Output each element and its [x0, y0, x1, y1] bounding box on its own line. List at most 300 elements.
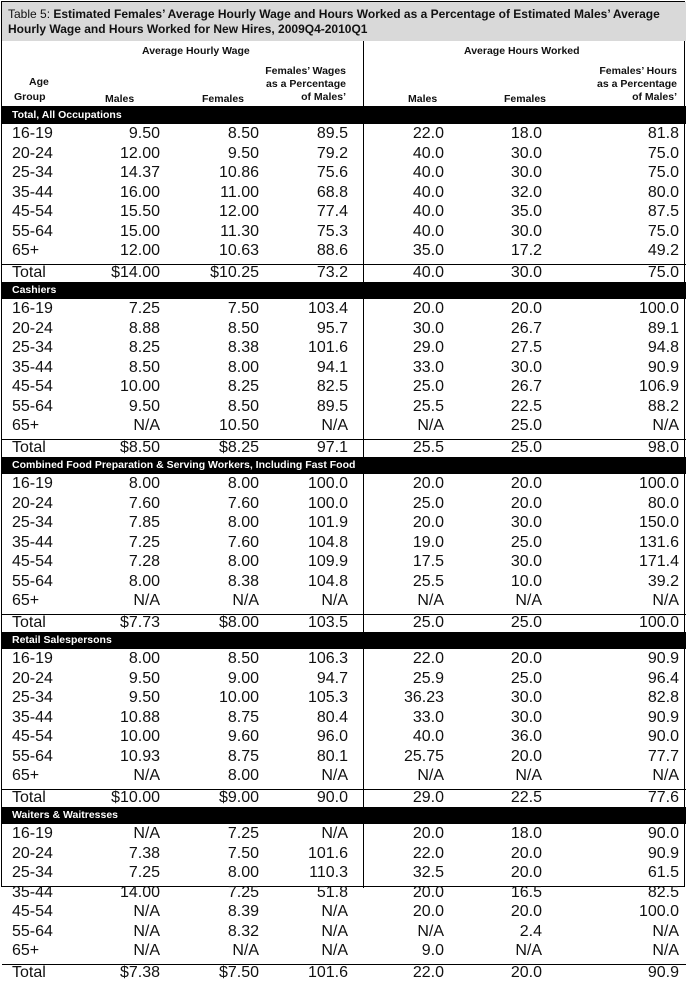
- cell-males-wage: 8.25: [128, 339, 160, 356]
- cell-males-hours: 20.0: [412, 514, 444, 531]
- cell-age-group: Total: [12, 963, 46, 981]
- cell-hours-pct: 89.1: [647, 319, 679, 337]
- cell-age-group: 55-64: [12, 747, 53, 765]
- cell-age-group: 20-24: [12, 494, 53, 512]
- cell-age-group: 55-64: [12, 397, 53, 415]
- cell-males-hours: 30.0: [412, 319, 444, 337]
- table-row: [2, 204, 686, 220]
- cell-age-group: 45-54: [12, 203, 53, 220]
- cell-females-wage: 10.86: [218, 164, 259, 181]
- cell-males-hours: 40.0: [412, 222, 444, 240]
- header-hours-pct-line2: as a Percentage: [597, 78, 677, 90]
- cell-females-hours: 22.5: [510, 397, 542, 415]
- table-row: [2, 321, 686, 337]
- cell-wage-pct: N/A: [321, 922, 348, 940]
- cell-males-wage: N/A: [133, 417, 160, 434]
- table-row: [2, 865, 686, 881]
- cell-hours-pct: 150.0: [638, 514, 679, 531]
- cell-females-hours: 30.0: [510, 164, 542, 181]
- cell-males-wage: 7.85: [128, 514, 160, 531]
- header-average-hourly-wage: Average Hourly Wage: [142, 45, 250, 57]
- cell-females-hours: 18.0: [510, 825, 542, 842]
- cell-males-hours: 25.0: [412, 613, 444, 631]
- cell-males-hours: 9.0: [421, 942, 444, 959]
- cell-hours-pct: 100.0: [638, 475, 679, 492]
- cell-males-hours: 40.0: [412, 183, 444, 201]
- cell-males-wage: $8.50: [119, 438, 160, 456]
- table-row: [2, 243, 686, 259]
- cell-wage-pct: 88.6: [316, 242, 348, 259]
- cell-age-group: 16-19: [12, 300, 53, 317]
- cell-wage-pct: 94.7: [316, 669, 348, 687]
- cell-females-wage: 8.39: [227, 903, 259, 920]
- table-title: [2, 2, 686, 41]
- header-age-line2: Group: [14, 91, 46, 103]
- header-females-hours: Females: [504, 93, 547, 105]
- cell-age-group: Total: [12, 613, 46, 631]
- cell-males-wage: 10.00: [119, 728, 160, 745]
- cell-males-hours: 35.0: [412, 242, 444, 259]
- cell-males-hours: 25.75: [403, 747, 444, 765]
- table-row: [2, 651, 686, 667]
- cell-females-hours: 25.0: [510, 669, 542, 687]
- header-wage-pct-line2: as a Percentage: [266, 78, 346, 90]
- table-row: [2, 554, 686, 570]
- cell-females-wage: 8.38: [227, 572, 259, 590]
- cell-wage-pct: N/A: [321, 903, 348, 920]
- cell-females-wage: 7.50: [227, 844, 259, 862]
- cell-wage-pct: 104.8: [307, 533, 348, 551]
- cell-males-wage: $7.73: [119, 613, 160, 631]
- cell-females-hours: 30.0: [510, 358, 542, 376]
- cell-hours-pct: N/A: [652, 767, 679, 784]
- cell-females-hours: 17.2: [510, 242, 542, 259]
- cell-males-wage: 12.00: [119, 144, 160, 162]
- cell-males-hours: 20.0: [412, 300, 444, 317]
- cell-hours-pct: 100.0: [638, 903, 679, 920]
- cell-males-hours: 22.0: [412, 125, 444, 142]
- cell-hours-pct: 90.9: [647, 963, 679, 981]
- cell-females-wage: 8.25: [227, 378, 259, 395]
- cell-females-wage: 7.50: [227, 300, 259, 317]
- table-row: [2, 846, 686, 862]
- cell-females-hours: 16.5: [510, 883, 542, 901]
- total-row: [2, 264, 686, 281]
- cell-males-wage: N/A: [133, 825, 160, 842]
- cell-hours-pct: 88.2: [647, 397, 679, 415]
- cell-males-hours: 40.0: [412, 728, 444, 745]
- cell-hours-pct: 94.8: [647, 339, 679, 356]
- cell-females-wage: 11.00: [220, 183, 259, 201]
- cell-wage-pct: N/A: [321, 767, 348, 784]
- header-hours-pct-line3: of Males’: [632, 91, 677, 103]
- table-row: [2, 710, 686, 726]
- cell-wage-pct: 100.0: [307, 494, 348, 512]
- cell-males-hours: 22.0: [412, 650, 444, 667]
- cell-females-wage: $8.00: [218, 613, 259, 631]
- table-row: [2, 496, 686, 512]
- cell-females-hours: 30.0: [510, 144, 542, 162]
- cell-hours-pct: 90.9: [647, 844, 679, 862]
- cell-males-wage: 8.00: [128, 650, 160, 667]
- cell-females-hours: N/A: [515, 767, 542, 784]
- cell-males-hours: 40.0: [412, 144, 444, 162]
- cell-hours-pct: 77.6: [647, 788, 679, 806]
- cell-females-hours: 30.0: [510, 222, 542, 240]
- cell-males-hours: N/A: [417, 592, 444, 609]
- cell-age-group: 55-64: [12, 922, 53, 940]
- cell-age-group: 35-44: [12, 358, 53, 376]
- header-males-wage: Males: [105, 93, 135, 105]
- cell-age-group: 25-34: [12, 339, 53, 356]
- cell-males-hours: 33.0: [412, 358, 444, 376]
- cell-hours-pct: N/A: [652, 922, 679, 940]
- cell-females-wage: 8.38: [227, 339, 259, 356]
- cell-hours-pct: 90.0: [647, 728, 679, 745]
- cell-females-hours: 25.0: [510, 533, 542, 551]
- cell-females-wage: 7.25: [227, 825, 259, 842]
- cell-females-wage: $8.25: [218, 438, 259, 456]
- cell-males-hours: 36.23: [403, 689, 444, 706]
- section-header: Total, All Occupations: [2, 107, 686, 124]
- cell-males-wage: 9.50: [128, 397, 160, 415]
- cell-females-wage: 10.00: [218, 689, 259, 706]
- cell-females-wage: 10.63: [218, 242, 259, 259]
- cell-males-wage: 9.50: [128, 689, 160, 706]
- cell-females-hours: N/A: [515, 592, 542, 609]
- cell-hours-pct: 81.8: [647, 125, 679, 142]
- table-row: [2, 399, 686, 415]
- cell-age-group: 65+: [12, 942, 40, 959]
- table-row: [2, 224, 686, 240]
- total-row: [2, 614, 686, 631]
- table-row: [2, 826, 686, 842]
- total-row: [2, 439, 686, 456]
- table-row: [2, 165, 686, 181]
- cell-males-hours: 29.0: [412, 788, 444, 806]
- cell-males-wage: 16.00: [119, 183, 160, 201]
- cell-females-wage: 9.50: [227, 144, 259, 162]
- cell-age-group: 65+: [12, 767, 40, 784]
- cell-age-group: 20-24: [12, 844, 53, 862]
- section-header: Combined Food Preparation & Serving Workers, Including Fast Food: [2, 457, 686, 474]
- cell-females-wage: 8.50: [227, 650, 259, 667]
- table-row: [2, 515, 686, 531]
- header-wage-pct-line3: of Males’: [301, 91, 346, 103]
- cell-females-hours: 20.0: [510, 300, 542, 317]
- cell-males-hours: 29.0: [412, 339, 444, 356]
- cell-males-hours: 20.0: [412, 903, 444, 920]
- cell-age-group: 35-44: [12, 533, 53, 551]
- cell-wage-pct: 75.3: [316, 222, 348, 240]
- cell-males-wage: 10.00: [119, 378, 160, 395]
- cell-hours-pct: 100.0: [638, 613, 679, 631]
- cell-females-hours: 36.0: [510, 728, 542, 745]
- cell-males-hours: 17.5: [412, 553, 444, 570]
- cell-age-group: 35-44: [12, 708, 53, 726]
- cell-wage-pct: 105.3: [307, 689, 348, 706]
- cell-females-wage: N/A: [232, 942, 259, 959]
- cell-hours-pct: 82.8: [647, 689, 679, 706]
- table-row: [2, 535, 686, 551]
- cell-females-hours: 25.0: [510, 613, 542, 631]
- cell-females-hours: 20.0: [510, 475, 542, 492]
- cell-hours-pct: 75.0: [647, 164, 679, 181]
- table-row: [2, 885, 686, 901]
- header-average-hours-worked: Average Hours Worked: [464, 45, 580, 57]
- cell-females-hours: 30.0: [510, 708, 542, 726]
- cell-hours-pct: 49.2: [647, 242, 679, 259]
- cell-males-hours: 22.0: [412, 963, 444, 981]
- cell-wage-pct: 82.5: [316, 378, 348, 395]
- cell-hours-pct: 39.2: [647, 572, 679, 590]
- cell-hours-pct: 90.9: [647, 358, 679, 376]
- cell-wage-pct: 77.4: [316, 203, 348, 220]
- cell-females-hours: 30.0: [510, 263, 542, 281]
- cell-hours-pct: 75.0: [647, 144, 679, 162]
- cell-males-wage: 14.37: [119, 164, 160, 181]
- cell-females-hours: 10.0: [510, 572, 542, 590]
- cell-hours-pct: 75.0: [647, 263, 679, 281]
- cell-wage-pct: 97.1: [316, 438, 348, 456]
- cell-females-wage: 8.00: [227, 553, 259, 570]
- header-males-hours: Males: [408, 93, 438, 105]
- cell-hours-pct: 80.0: [647, 494, 679, 512]
- table-row: [2, 360, 686, 376]
- cell-age-group: 20-24: [12, 319, 53, 337]
- cell-males-wage: 9.50: [128, 669, 160, 687]
- cell-wage-pct: 101.6: [307, 963, 348, 981]
- header-hours-pct-line1: Females’ Hours: [599, 65, 677, 77]
- cell-males-wage: 8.00: [128, 475, 160, 492]
- cell-males-wage: 7.25: [128, 864, 160, 881]
- table-row: [2, 340, 686, 356]
- table-row: [2, 379, 686, 395]
- table-row: [2, 768, 686, 784]
- cell-wage-pct: 75.6: [316, 164, 348, 181]
- cell-wage-pct: 51.8: [316, 883, 348, 901]
- cell-wage-pct: 68.8: [316, 183, 348, 201]
- cell-age-group: 45-54: [12, 553, 53, 570]
- cell-hours-pct: 171.4: [638, 553, 679, 570]
- cell-females-wage: 8.75: [227, 708, 259, 726]
- cell-males-wage: $7.38: [119, 963, 160, 981]
- cell-age-group: 55-64: [12, 222, 53, 240]
- cell-females-hours: 20.0: [510, 903, 542, 920]
- cell-males-hours: 20.0: [412, 883, 444, 901]
- cell-females-hours: N/A: [515, 942, 542, 959]
- cell-females-hours: 30.0: [510, 689, 542, 706]
- table-row: [2, 146, 686, 162]
- cell-age-group: 20-24: [12, 669, 53, 687]
- table-frame: [1, 1, 685, 981]
- cell-age-group: 16-19: [12, 650, 53, 667]
- cell-males-wage: N/A: [133, 592, 160, 609]
- cell-males-wage: 15.00: [119, 222, 160, 240]
- cell-females-wage: 10.50: [218, 417, 259, 434]
- cell-wage-pct: 73.2: [316, 263, 348, 281]
- cell-females-wage: $7.50: [218, 963, 259, 981]
- cell-males-wage: N/A: [133, 903, 160, 920]
- section-header: Waiters & Waitresses: [2, 807, 686, 824]
- cell-age-group: 25-34: [12, 164, 53, 181]
- cell-wage-pct: 95.7: [316, 319, 348, 337]
- cell-age-group: 25-34: [12, 689, 53, 706]
- cell-hours-pct: 90.0: [647, 825, 679, 842]
- cell-hours-pct: 77.7: [647, 747, 679, 765]
- header-females-wage: Females: [202, 93, 245, 105]
- cell-females-hours: 30.0: [510, 514, 542, 531]
- cell-hours-pct: 82.5: [647, 883, 679, 901]
- cell-males-hours: 25.9: [412, 669, 444, 687]
- cell-hours-pct: 131.6: [638, 533, 679, 551]
- cell-females-hours: 25.0: [510, 438, 542, 456]
- cell-wage-pct: 101.9: [307, 514, 348, 531]
- cell-females-wage: 8.50: [227, 125, 259, 142]
- cell-age-group: 25-34: [12, 864, 53, 881]
- column-divider: [363, 41, 364, 888]
- cell-males-hours: 40.0: [412, 203, 444, 220]
- table-row: [2, 593, 686, 609]
- total-row: [2, 964, 686, 981]
- cell-males-hours: N/A: [417, 922, 444, 940]
- cell-females-wage: 11.30: [220, 222, 259, 240]
- cell-females-hours: 18.0: [510, 125, 542, 142]
- cell-males-hours: 25.0: [412, 494, 444, 512]
- cell-age-group: Total: [12, 263, 46, 281]
- cell-females-wage: $10.25: [210, 263, 259, 281]
- cell-wage-pct: 104.8: [307, 572, 348, 590]
- table-row: [2, 185, 686, 201]
- cell-males-wage: 7.28: [128, 553, 160, 570]
- cell-males-hours: 40.0: [412, 164, 444, 181]
- cell-age-group: 45-54: [12, 378, 53, 395]
- cell-males-wage: N/A: [133, 942, 160, 959]
- cell-wage-pct: 90.0: [316, 788, 348, 806]
- table-row: [2, 476, 686, 492]
- cell-males-hours: 25.0: [412, 378, 444, 395]
- cell-wage-pct: 96.0: [316, 728, 348, 745]
- cell-males-hours: 25.5: [412, 438, 444, 456]
- cell-wage-pct: 89.5: [316, 397, 348, 415]
- cell-males-hours: 20.0: [412, 475, 444, 492]
- cell-females-hours: 20.0: [510, 747, 542, 765]
- cell-age-group: 35-44: [12, 883, 53, 901]
- cell-males-wage: 12.00: [119, 242, 160, 259]
- table-row: [2, 749, 686, 765]
- cell-females-wage: 9.00: [227, 669, 259, 687]
- cell-age-group: 16-19: [12, 125, 53, 142]
- cell-age-group: 45-54: [12, 903, 53, 920]
- cell-females-wage: 9.60: [227, 728, 259, 745]
- table-row: [2, 943, 686, 959]
- cell-hours-pct: 80.0: [647, 183, 679, 201]
- cell-wage-pct: 94.1: [316, 358, 348, 376]
- cell-hours-pct: N/A: [652, 942, 679, 959]
- table-row: [2, 418, 686, 434]
- cell-females-wage: 8.00: [227, 864, 259, 881]
- cell-wage-pct: 100.0: [307, 475, 348, 492]
- cell-wage-pct: 103.4: [307, 300, 348, 317]
- table-row: [2, 301, 686, 317]
- cell-males-wage: $10.00: [111, 788, 160, 806]
- cell-age-group: 16-19: [12, 825, 53, 842]
- cell-males-wage: 10.93: [119, 747, 160, 765]
- cell-males-wage: 14.00: [119, 883, 160, 901]
- cell-age-group: 45-54: [12, 728, 53, 745]
- cell-hours-pct: 61.5: [647, 864, 679, 881]
- section-header: Cashiers: [2, 282, 686, 299]
- cell-males-wage: N/A: [133, 767, 160, 784]
- cell-wage-pct: 79.2: [316, 144, 348, 162]
- total-row: [2, 789, 686, 806]
- cell-females-hours: 26.7: [510, 378, 542, 395]
- cell-age-group: Total: [12, 788, 46, 806]
- cell-hours-pct: 96.4: [647, 669, 679, 687]
- cell-females-hours: 35.0: [510, 203, 542, 220]
- cell-hours-pct: 75.0: [647, 222, 679, 240]
- cell-females-wage: N/A: [232, 592, 259, 609]
- cell-hours-pct: 90.9: [647, 708, 679, 726]
- cell-age-group: 65+: [12, 242, 40, 259]
- cell-females-hours: 27.5: [510, 339, 542, 356]
- table-title-text: Estimated Females’ Average Hourly Wage and Hours Worked as a Percentage of Estimated Males’ Average Hourly Wage and Hours Worked for New Hires, 2009Q4-2010Q1: [8, 7, 660, 36]
- cell-females-hours: 20.0: [510, 844, 542, 862]
- cell-females-wage: 8.75: [227, 747, 259, 765]
- cell-age-group: Total: [12, 438, 46, 456]
- cell-males-wage: 9.50: [128, 125, 160, 142]
- header-wage-pct-line1: Females’ Wages: [265, 65, 346, 77]
- cell-age-group: 25-34: [12, 514, 53, 531]
- cell-wage-pct: 110.3: [309, 864, 348, 881]
- cell-females-hours: 22.5: [510, 788, 542, 806]
- cell-wage-pct: N/A: [321, 825, 348, 842]
- cell-hours-pct: N/A: [652, 417, 679, 434]
- cell-females-hours: 30.0: [510, 553, 542, 570]
- cell-females-wage: 8.50: [227, 319, 259, 337]
- cell-males-hours: 32.5: [412, 864, 444, 881]
- cell-wage-pct: 80.4: [316, 708, 348, 726]
- cell-males-wage: 8.50: [128, 358, 160, 376]
- cell-age-group: 65+: [12, 592, 40, 609]
- cell-males-wage: N/A: [133, 922, 160, 940]
- cell-hours-pct: N/A: [652, 592, 679, 609]
- cell-wage-pct: N/A: [321, 417, 348, 434]
- cell-females-wage: $9.00: [218, 788, 259, 806]
- cell-females-wage: 12.00: [218, 203, 259, 220]
- cell-females-wage: 8.00: [227, 514, 259, 531]
- cell-females-hours: 2.4: [519, 922, 542, 940]
- header-age-line1: Age: [29, 76, 49, 88]
- cell-hours-pct: 100.0: [638, 300, 679, 317]
- cell-females-hours: 20.0: [510, 963, 542, 981]
- cell-wage-pct: 106.3: [307, 650, 348, 667]
- cell-females-hours: 26.7: [510, 319, 542, 337]
- table-row: [2, 924, 686, 940]
- cell-males-hours: 25.5: [412, 397, 444, 415]
- cell-males-wage: 8.88: [128, 319, 160, 337]
- cell-wage-pct: 109.9: [307, 553, 348, 570]
- cell-females-hours: 25.0: [510, 417, 542, 434]
- cell-males-hours: 19.0: [412, 533, 444, 551]
- cell-females-hours: 20.0: [510, 864, 542, 881]
- cell-wage-pct: N/A: [321, 942, 348, 959]
- cell-females-wage: 8.50: [227, 397, 259, 415]
- cell-wage-pct: N/A: [321, 592, 348, 609]
- cell-males-wage: 7.60: [128, 494, 160, 512]
- table-row: [2, 671, 686, 687]
- cell-hours-pct: 90.9: [647, 650, 679, 667]
